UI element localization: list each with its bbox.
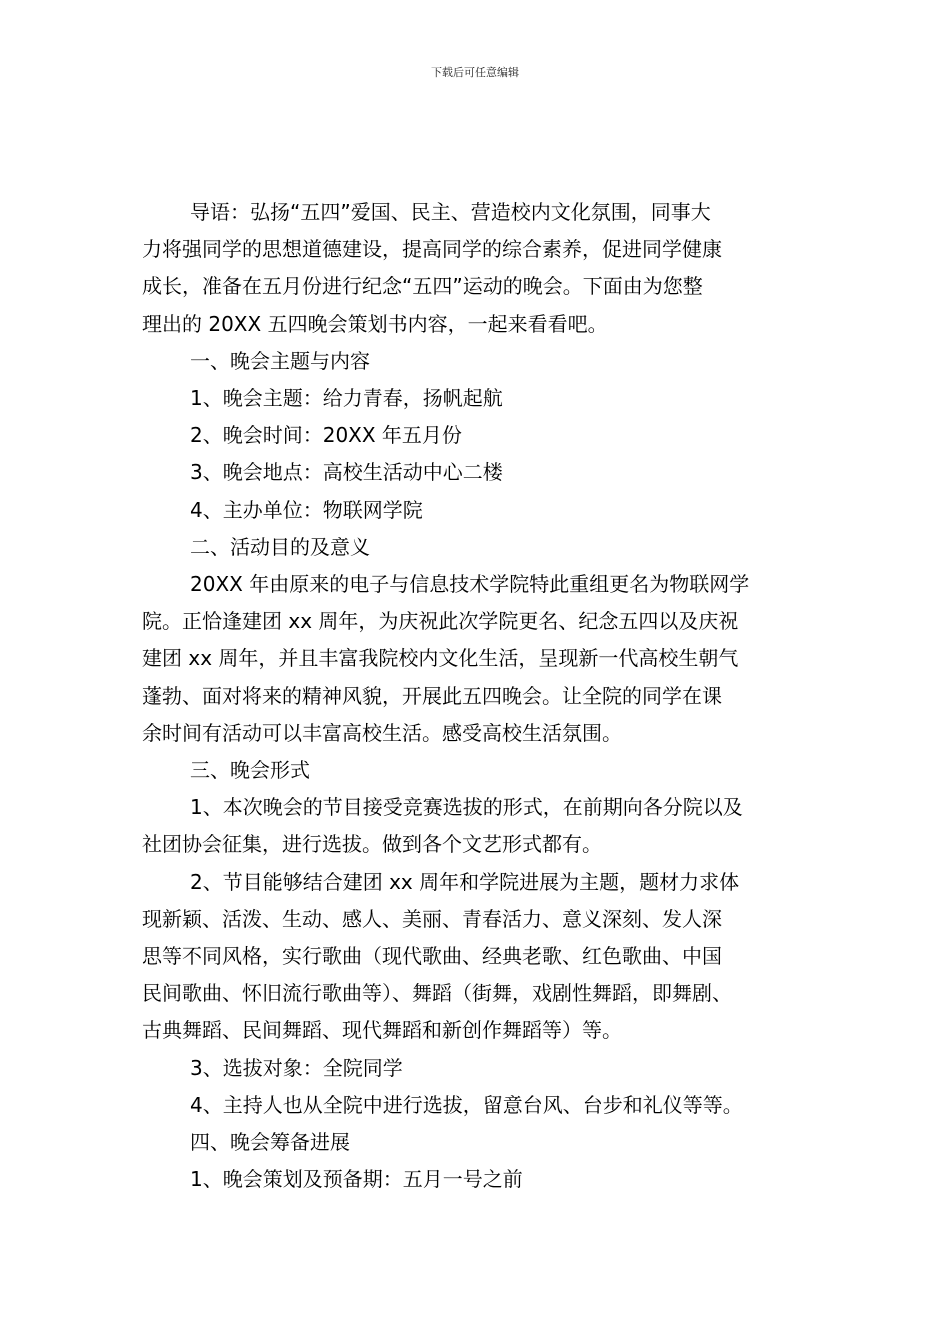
section-heading-4: 四、晚会筹备进展	[190, 1130, 350, 1155]
text-line: 现新颖、活泼、生动、感人、美丽、青春活力、意义深刻、发人深	[142, 906, 722, 931]
text-line: 20XX 年由原来的电子与信息技术学院特此重组更名为物联网学	[190, 572, 750, 597]
text-line: 导语：弘扬“五四”爱国、民主、营造校内文化氛围，同事大	[190, 200, 711, 224]
form-paragraph-2	[142, 864, 822, 1050]
text-line: 思等不同风格，实行歌曲（现代歌曲、经典老歌、红色歌曲、中国	[142, 944, 722, 969]
form-item-3: 3、选拔对象：全院同学	[190, 1055, 403, 1080]
section-heading-3: 三、晚会形式	[190, 758, 310, 783]
prep-item-1: 1、晚会策划及预备期：五月一号之前	[190, 1167, 523, 1192]
text-line: 力将强同学的思想道德建设，提高同学的综合素养，促进同学健康	[142, 237, 722, 262]
section-heading-2: 二、活动目的及意义	[190, 534, 370, 559]
form-item-4: 4、主持人也从全院中进行选拔，留意台风、台步和礼仪等等。	[190, 1092, 743, 1117]
intro-paragraph	[142, 194, 822, 343]
text-line: 社团协会征集，进行选拔。做到各个文艺形式都有。	[142, 832, 602, 857]
text-line: 蓬勃、面对将来的精神风貌，开展此五四晚会。让全院的同学在课	[142, 683, 722, 708]
text-line: 余时间有活动可以丰富高校生活。感受高校生活氛围。	[142, 720, 622, 745]
text-line: 2、节目能够结合建团 xx 周年和学院进展为主题，题材力求体	[190, 869, 740, 894]
text-line: 民间歌曲、怀旧流行歌曲等）、舞蹈（街舞，戏剧性舞蹈，即舞剧、	[142, 981, 732, 1006]
list-item-theme: 1、晚会主题：给力青春，扬帆起航	[190, 386, 503, 411]
page-header: 下载后可任意编辑	[431, 66, 519, 79]
document-body	[142, 194, 822, 1198]
text-line: 理出的 20XX 五四晚会策划书内容，一起来看看吧。	[142, 311, 608, 336]
list-item-time: 2、晚会时间：20XX 年五月份	[190, 423, 462, 448]
text-line: 古典舞蹈、民间舞蹈、现代舞蹈和新创作舞蹈等）等。	[142, 1018, 622, 1043]
text-line: 建团 xx 周年，并且丰富我院校内文化生活，呈现新一代高校生朝气	[142, 646, 739, 671]
form-paragraph-1	[142, 789, 822, 863]
section-heading-1: 一、晚会主题与内容	[190, 348, 370, 373]
list-item-organizer: 4、主办单位：物联网学院	[190, 497, 423, 522]
list-item-location: 3、晚会地点：高校生活动中心二楼	[190, 460, 503, 485]
text-line: 1、本次晚会的节目接受竞赛选拔的形式，在前期向各分院以及	[190, 795, 743, 820]
text-line: 院。正恰逢建团 xx 周年，为庆祝此次学院更名、纪念五四以及庆祝	[142, 609, 739, 634]
text-line: 成长，准备在五月份进行纪念“五四”运动的晚会。下面由为您整	[142, 274, 703, 299]
purpose-paragraph	[142, 566, 822, 752]
